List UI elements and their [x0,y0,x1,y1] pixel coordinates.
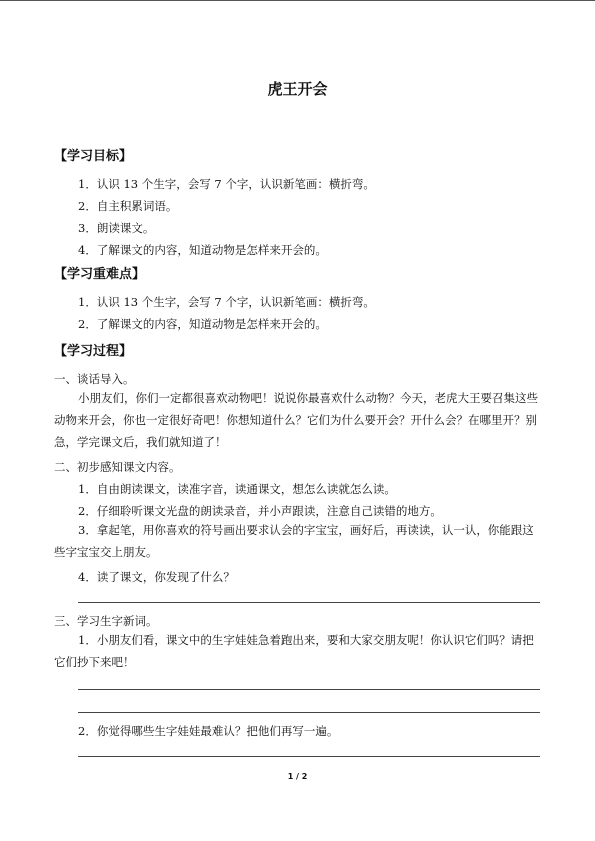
part1-paragraph: 小朋友们，你们一定都很喜欢动物吧！说说你最喜欢什么动物？今天，老虎大王要召集这些动物来开会，你也一定很好奇吧！你想知道什么？它们为什么要开会？开什么会？在哪里开？别急，学完课文后，我们就知道了！ [54,391,538,449]
answer-line [78,756,540,757]
part3-item-2: 2．你觉得哪些生字娃娃最难认？把他们再写一遍。 [78,724,339,738]
part2-item-4: 4．读了课文，你发现了什么？ [78,570,235,584]
part2-item-1: 1．自由朗读课文，读准字音，读通课文，想怎么读就怎么读。 [78,482,396,496]
part3-title: 三、学习生字新词。 [54,614,158,628]
key-points-heading: 【学习重难点】 [54,267,146,282]
part1-title: 一、谈话导入。 [54,372,135,386]
key-point-item-2: 2．了解课文的内容，知道动物是怎样来开会的。 [78,317,327,331]
key-point-item-1: 1．认识 13 个生字，会写 7 个字，认识新笔画：横折弯。 [78,295,375,309]
answer-line [78,712,540,713]
part2-title: 二、初步感知课文内容。 [54,460,181,474]
goal-item-2: 2．自主积累词语。 [78,199,178,213]
goal-item-4: 4．了解课文的内容，知道动物是怎样来开会的。 [78,243,327,257]
page-title: 虎王开会 [267,80,328,98]
part2-item-3: 3．拿起笔，用你喜欢的符号画出要求认会的字宝宝，画好后，再读读，认一认，你能跟这些字宝宝交上朋友。 [54,523,534,559]
part3-item-1: 1．小朋友们看，课文中的生字娃娃急着跑出来，要和大家交朋友呢！你认识它们吗？请把它们抄下来吧！ [54,633,534,669]
goal-item-1: 1．认识 13 个生字，会写 7 个字，认识新笔画：横折弯。 [78,177,375,191]
part2-item-2: 2．仔细聆听课文光盘的朗读录音，并小声跟读，注意自己读错的地方。 [78,504,442,518]
answer-line [78,689,540,690]
goals-heading: 【学习目标】 [54,149,133,164]
top-border-line [0,0,595,1]
page-number: 1 / 2 [287,772,308,781]
goal-item-3: 3．朗读课文。 [78,221,155,235]
answer-line [78,602,540,603]
process-heading: 【学习过程】 [54,344,133,359]
